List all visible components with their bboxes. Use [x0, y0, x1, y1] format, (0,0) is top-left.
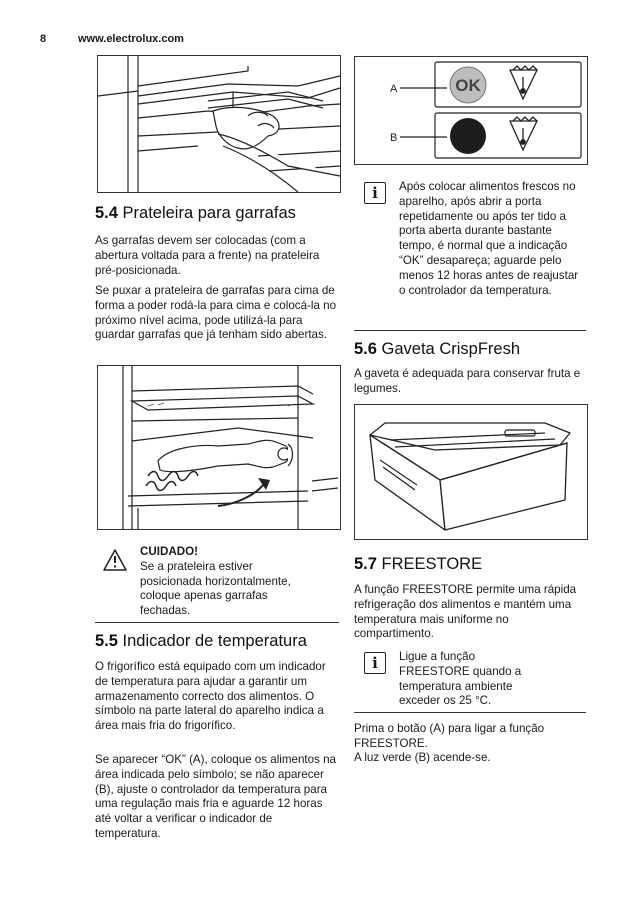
info-icon: i [364, 652, 386, 674]
section-5-7-paragraph-3: A luz verde (B) acende-se. [354, 751, 491, 764]
section-5-5-paragraph-2: Se aparecer “OK” (A), coloque os alimentos na área indicada pelo símbolo; se não aparecer (B), ajuste o controlador da temperatura para uma regulação mais fria e aguarde 12 horas até voltar a verificar o indicador de temperatura. [95, 753, 337, 840]
label-b: B [390, 132, 398, 144]
bottle-shelf-illustration [97, 365, 341, 530]
info-icon: i [364, 182, 386, 204]
section-5-4-title [95, 204, 296, 223]
thermometer-symbol-icon [510, 117, 537, 150]
caution-divider [95, 622, 339, 623]
page-header [40, 33, 184, 45]
info-note-text: Após colocar alimentos frescos no aparelho, após abrir a porta repetidamente ou após ter tido a porta aberta durante bastante tempo, é normal que a indicação “OK” desapareça; aguarde pelo menos 12 horas antes de reajustar o controlador da temperatura. [399, 180, 579, 297]
section-number: 5.4 [95, 204, 118, 222]
section-5-5-title [95, 632, 307, 651]
shelf-illustration [97, 55, 341, 193]
section-number: 5.6 [354, 340, 377, 358]
caution-text: Se a prateleira estiver posicionada horizontalmente, coloque apenas garrafas fechadas. [140, 559, 291, 618]
info-divider [354, 330, 586, 331]
section-5-4-paragraph-2: Se puxar a prateleira de garrafas para cima de forma a poder rodá-la para cima e colocá-la no próximo nível acima, pode utilizá-la para guardar garrafas que já tenham sido abertas. [95, 284, 337, 342]
thermometer-symbol-icon [510, 66, 537, 99]
info-note-indicator [354, 180, 586, 325]
section-title-text: Gaveta CrispFresh [381, 340, 520, 358]
info-note-freestore [354, 650, 586, 710]
section-number: 5.7 [354, 555, 377, 573]
section-title-text: Indicador de temperatura [122, 632, 307, 650]
info-note-text: Ligue a função FREESTORE quando a temperatura ambiente exceder os 25 °C. [399, 650, 522, 708]
label-a: A [390, 83, 398, 95]
info-divider [354, 712, 586, 713]
section-5-7-paragraph-2: Prima o botão (A) para ligar a função FREESTORE. [354, 722, 545, 750]
section-5-6-paragraph-1: A gaveta é adequada para conservar fruta e legumes. [354, 367, 581, 395]
section-5-6-title [354, 340, 520, 359]
temperature-indicator-illustration [354, 56, 588, 165]
page-number: 8 [40, 33, 47, 45]
section-number: 5.5 [95, 632, 118, 650]
section-5-7-paragraph-1: A função FREESTORE permite uma rápida refrigeração dos alimentos e mantém uma temperatura mais uniforme no compartimento. [354, 583, 577, 641]
section-5-5-paragraph-1: O frigorífico está equipado com um indicador de temperatura para ajudar a garantir um armazenamento correcto dos alimentos. O símbolo na parte lateral do aparelho indica a área mais fria do frigorífico. [95, 660, 326, 733]
caution-note [95, 545, 339, 618]
dark-indicator-circle [450, 118, 486, 154]
warning-icon [103, 549, 127, 571]
crispfresh-drawer-illustration [354, 404, 588, 540]
section-5-4-paragraph-1: As garrafas devem ser colocadas (com a abertura voltada para a frente) na prateleira pré-posicionada. [95, 234, 320, 277]
site-url: www.electrolux.com [78, 33, 184, 45]
ok-indicator-text: OK [455, 76, 481, 95]
section-title-text: Prateleira para garrafas [122, 204, 296, 222]
section-title-text: FREESTORE [381, 555, 483, 573]
section-5-7-title [354, 555, 482, 574]
caution-title: CUIDADO! [140, 545, 198, 558]
